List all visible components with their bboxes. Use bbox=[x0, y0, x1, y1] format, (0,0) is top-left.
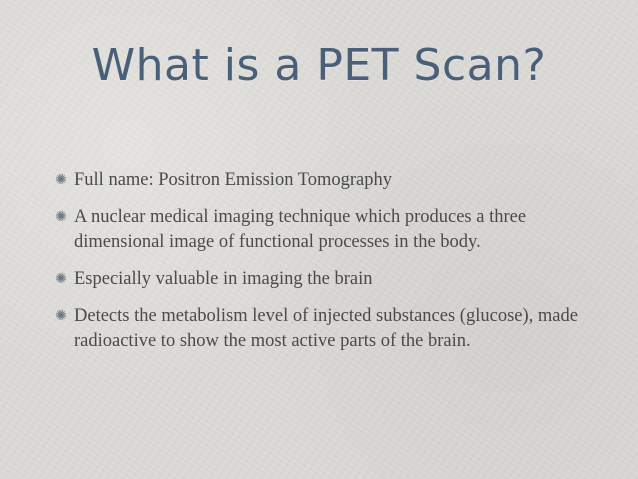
bullet-text: Full name: Positron Emission Tomography bbox=[74, 170, 393, 190]
bullet-text: A nuclear medical imaging technique which produces a three dimensional image of functional processes in the body. bbox=[74, 207, 527, 252]
bullet-item bbox=[54, 205, 594, 255]
asterisk-bullet-icon: ✺ bbox=[55, 172, 67, 188]
bullet-text: Especially valuable in imaging the brain bbox=[74, 269, 373, 289]
bullet-item bbox=[54, 304, 594, 354]
bullet-item bbox=[54, 267, 594, 292]
asterisk-bullet-icon: ✺ bbox=[55, 308, 67, 324]
bullet-list bbox=[54, 168, 594, 354]
slide-title: What is a PET Scan? bbox=[91, 40, 547, 91]
asterisk-bullet-icon: ✺ bbox=[55, 209, 67, 225]
bullet-text: Detects the metabolism level of injected substances (glucose), made radioactive to show the most active parts of the brain. bbox=[74, 306, 578, 351]
asterisk-bullet-icon: ✺ bbox=[55, 271, 67, 287]
bullet-item bbox=[54, 168, 594, 193]
